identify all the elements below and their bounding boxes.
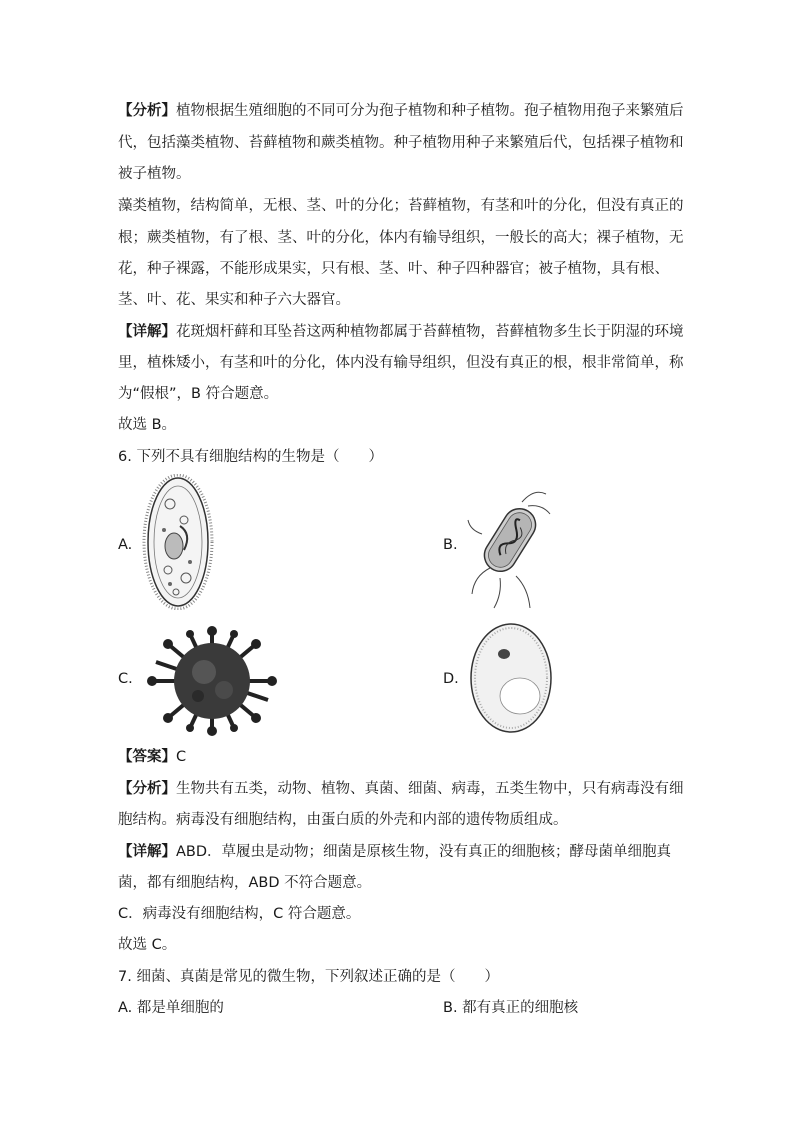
analysis6-tag: 【分析】 xyxy=(118,781,176,797)
detail-text: 花斑烟杆藓和耳坠苔这两种植物都属于苔藓植物，苔藓植物多生长于阴湿的环境 xyxy=(176,324,684,340)
analysis-line-4: 藻类植物，结构简单，无根、茎、叶的分化；苔藓植物，有茎和叶的分化，但没有真正的 xyxy=(118,198,684,214)
yeast-cell-image xyxy=(466,620,556,736)
paramecium-image xyxy=(140,474,216,610)
option-a-label: A. xyxy=(118,537,133,553)
bacterium-image xyxy=(466,484,554,612)
detail-line-1 xyxy=(118,322,684,342)
detail6-text: ABD．草履虫是动物；细菌是原核生物，没有真正的细胞核；酵母菌单细胞真 xyxy=(176,844,672,860)
analysis-line-7: 茎、叶、花、果实和种子六大器官。 xyxy=(118,292,350,308)
conclusion6-line: 故选 C。 xyxy=(118,937,177,953)
analysis6-line-2: 胞结构。病毒没有细胞结构，由蛋白质的外壳和内部的遗传物质组成。 xyxy=(118,812,568,828)
analysis-line-2: 代，包括藻类植物、苔藓植物和蕨类植物。种子植物用种子来繁殖后代，包括裸子植物和 xyxy=(118,135,684,151)
analysis-line-5: 根；蕨类植物，有了根、茎、叶的分化，体内有输导组织，一般长的高大；裸子植物，无 xyxy=(118,230,684,246)
detail6-line-2: 菌，都有细胞结构，ABD 不符合题意。 xyxy=(118,875,372,891)
detail-tag: 【详解】 xyxy=(118,324,176,340)
detail6-line-1 xyxy=(118,842,671,862)
answer-line xyxy=(118,747,186,767)
analysis-text: 植物根据生殖细胞的不同可分为孢子植物和种子植物。孢子植物用孢子来繁殖后 xyxy=(176,103,684,119)
analysis-tag: 【分析】 xyxy=(118,103,176,119)
option-d-label: D. xyxy=(443,671,459,687)
question-7-stem: 7. 细菌、真菌是常见的微生物，下列叙述正确的是（ ） xyxy=(118,969,499,985)
detail-line-3: 为“假根”，B 符合题意。 xyxy=(118,386,279,402)
detail-line-2: 里，植株矮小，有茎和叶的分化，体内没有输导组织，但没有真正的根，根非常简单，称 xyxy=(118,355,684,371)
analysis6-line-1 xyxy=(118,779,684,799)
detail6-line-3: C．病毒没有细胞结构，C 符合题意。 xyxy=(118,906,361,922)
analysis-line-3: 被子植物。 xyxy=(118,166,191,182)
option-b-label: B. xyxy=(443,537,458,553)
analysis-line-1 xyxy=(118,101,684,121)
question-6-stem: 6. 下列不具有细胞结构的生物是（ ） xyxy=(118,449,383,465)
q7-option-b: B. 都有真正的细胞核 xyxy=(443,1000,579,1016)
detail6-tag: 【详解】 xyxy=(118,844,176,860)
analysis6-text: 生物共有五类，动物、植物、真菌、细菌、病毒，五类生物中，只有病毒没有细 xyxy=(176,781,684,797)
conclusion-line: 故选 B。 xyxy=(118,417,177,433)
analysis-line-6: 花，种子裸露，不能形成果实，只有根、茎、叶、种子四种器官；被子植物，具有根、 xyxy=(118,261,669,277)
option-c-label: C. xyxy=(118,671,133,687)
q7-option-a: A. 都是单细胞的 xyxy=(118,1000,224,1016)
answer-tag: 【答案】 xyxy=(118,749,176,765)
virus-image xyxy=(142,626,282,736)
answer-value: C xyxy=(176,749,187,765)
